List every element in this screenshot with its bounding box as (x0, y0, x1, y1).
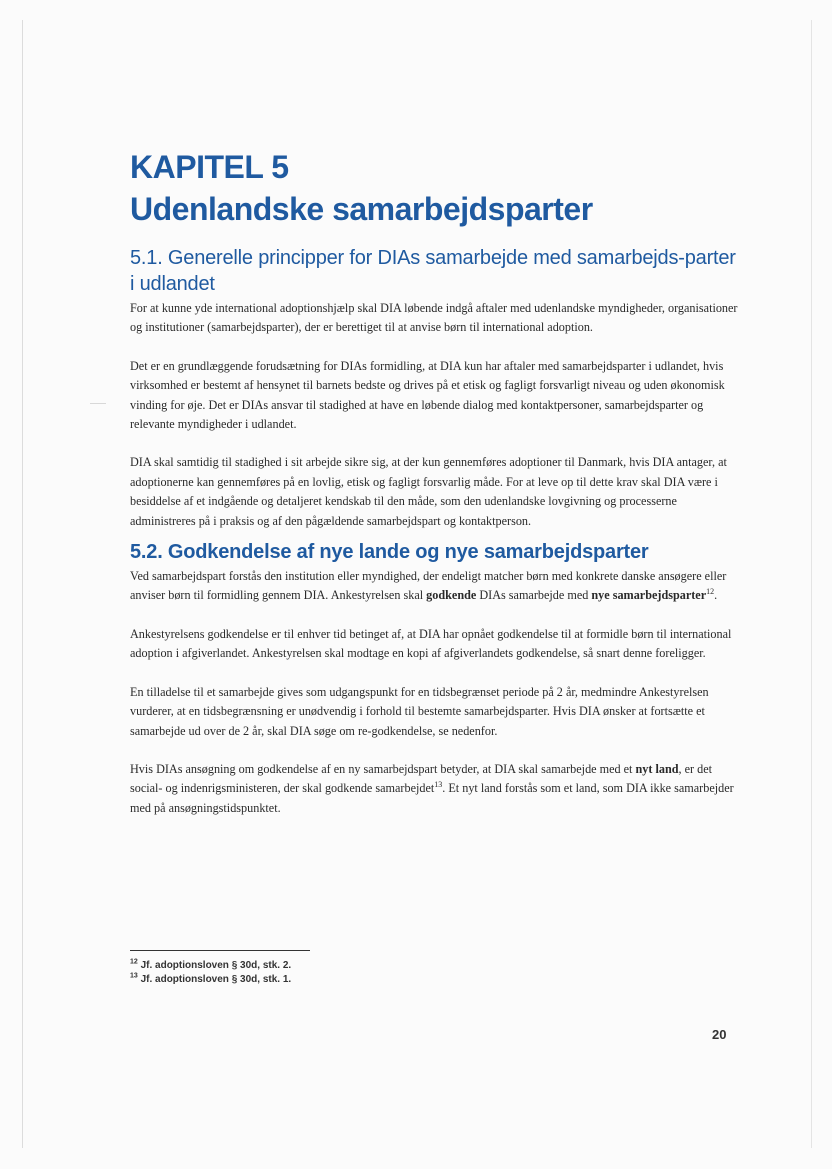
section-2-heading: 5.2. Godkendelse af nye lande og nye samarbejdsparter (130, 541, 649, 564)
section-2-paragraph-4 (130, 760, 742, 818)
footnote-12 (130, 959, 530, 973)
footnote-ref-12: 12 (706, 587, 715, 597)
section-1-paragraph-2: Det er en grundlæggende forudsætning for DIAs formidling, at DIA kun har aftaler med samarbejdsparter i udlandet, hvis virksomhed er bestemt af hensynet til barnets bedste og drives på et etisk og fagligt forsvarligt niveau og uden økonomisk vinding for øje. Det er DIAs ansvar til stadighed at have en løbende dialog med kontaktpersoner, samarbejdsparter og relevante myndigheder i udlandet. (130, 358, 725, 432)
section-2-paragraph-3: En tilladelse til et samarbejde gives som udgangspunkt for en tidsbegrænset periode på 2 år, medmindre Ankestyrelsen vurderer, at en tidsbegrænsning er unødvendig i forhold til bestemte samarbejdsparter. Hvis DIA ønsker at fortsætte et samarbejde ud over de 2 år, skal DIA søge om re-godkendelse, se nedenfor. (130, 684, 709, 738)
section-1-heading: 5.1. Generelle principper for DIAs samarbejde med samarbejds-parter i udlandet (130, 247, 736, 295)
section-2-paragraph-4-text-3: . Et nyt land forstås som et land, som DIA ikke samarbejder med på ansøgningstidspunktet. (130, 781, 734, 815)
section-2-paragraph-1 (130, 567, 742, 606)
chapter-label: KAPITEL 5 (130, 149, 289, 185)
section-1-paragraph-1: For at kunne yde international adoptionshjælp skal DIA løbende indgå aftaler med udenlandske myndigheder, organisationer og institutioner (samarbejdsparter), der er berettiget til at anvise børn til international adoption. (130, 301, 738, 335)
chapter-heading (130, 146, 730, 230)
footnotes (130, 950, 530, 987)
chapter-title: Udenlandske samarbejdsparter (130, 191, 593, 227)
section-2-paragraph-4-text: Hvis DIAs ansøgning om godkendelse af en ny samarbejdspart betyder, at DIA skal samarbejde med et (130, 761, 636, 776)
footnote-text: Jf. adoptionsloven § 30d, stk. 1. (140, 974, 292, 985)
section-2-paragraph-4-text-2: , er det social- og indenrigsministeren, der skal godkende samarbejdet (130, 761, 713, 796)
emphasis-nye-samarbejdsparter: nye samarbejdsparter (591, 588, 707, 603)
emphasis-godkende: godkende (426, 588, 477, 603)
section-2-paragraph-1-text: Ved samarbejdspart forstås den institution eller myndighed, der endeligt matcher børn med konkrete danske ansøgere eller anviser børn til formidling gennem DIA. Ankestyrelsen skal (130, 569, 727, 603)
scan-mark (90, 403, 106, 404)
page-content (130, 245, 742, 837)
section-2-paragraph-1-end: . (714, 588, 718, 603)
footnote-13 (130, 973, 530, 987)
footnote-divider (130, 950, 310, 951)
emphasis-nyt-land: nyt land (635, 761, 679, 776)
footnote-ref-13: 13 (434, 780, 443, 790)
footnote-number: 12 (130, 958, 138, 966)
footnote-text: Jf. adoptionsloven § 30d, stk. 2. (140, 960, 292, 971)
page-number: 20 (712, 1027, 727, 1042)
section-2-paragraph-2: Ankestyrelsens godkendelse er til enhver tid betinget af, at DIA har opnået godkendelse til at formidle børn til international adoption i afgiverlandet. Ankestyrelsen skal modtage en kopi af afgiverlandets godkendelse, så snart denne foreligger. (130, 626, 732, 661)
footnote-number: 13 (130, 972, 138, 980)
section-2-paragraph-1-text-2: DIAs samarbejde med (476, 588, 592, 603)
section-1-paragraph-3: DIA skal samtidig til stadighed i sit arbejde sikre sig, at der kun gennemføres adoptioner til Danmark, hvis DIA antager, at adoptionerne kan gennemføres på en lovlig, etisk og fagligt forsvarlig måde. For at leve op til dette krav skal DIA være i besiddelse af et indgående og detaljeret kendskab til den måde, som den udenlandske lovgivning og processerne administreres på i praksis og af den pågældende samarbejdspart og kontaktperson. (130, 455, 727, 528)
